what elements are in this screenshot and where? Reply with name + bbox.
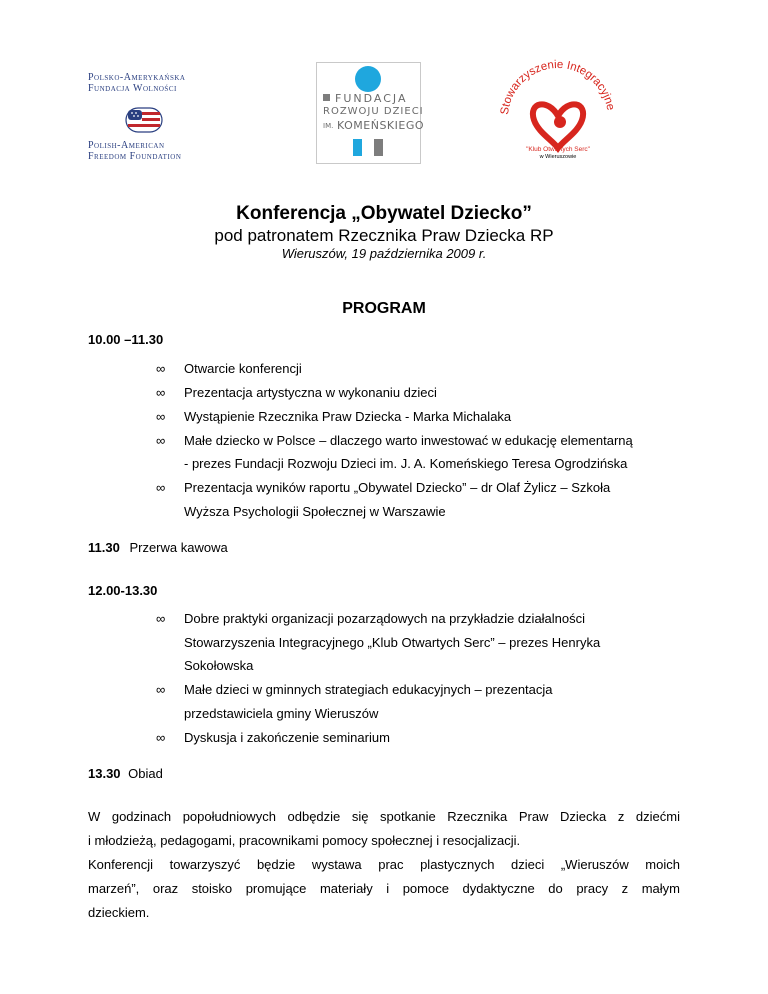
frd-bar-blue-icon: [353, 139, 362, 156]
pafw-name-pl-2: Fundacja Wolności: [88, 83, 177, 94]
closing-line-4: marzeń”, oraz stoisko promujące materiały i pomoce dydaktyczne do pracy z małym: [88, 881, 680, 896]
break-row: [88, 540, 228, 555]
frd-name-1: FUNDACJA: [335, 92, 408, 105]
block1-time: 10.00 –11.30: [88, 332, 164, 347]
frd-circle-icon: [355, 66, 381, 92]
conference-place-date: Wieruszów, 19 października 2009 r.: [281, 246, 487, 261]
pafw-name-en-1: Polish-American: [88, 140, 165, 151]
bullet-icon: ∞: [156, 409, 166, 424]
bullet-icon: ∞: [156, 385, 166, 400]
bullet-icon: ∞: [156, 682, 166, 697]
stowarzyszenie-arc-text: Stowarzyszenie Integracyjne: [499, 58, 617, 116]
stowarzyszenie-logo: [494, 58, 622, 174]
heart-icon: [533, 104, 583, 148]
list-item-continuation: Stowarzyszenia Integracyjnego „Klub Otwartych Serc” – prezes Henryka: [184, 635, 601, 650]
frd-bar-gray-icon: [374, 139, 383, 156]
list-item: Małe dzieci w gminnych strategiach edukacyjnych – prezentacja: [184, 682, 553, 697]
list-item-continuation: Wyższa Psychologii Społecznej w Warszawie: [184, 504, 446, 519]
list-item: Dyskusja i zakończenie seminarium: [184, 730, 390, 745]
conference-title: Konferencja „Obywatel Dziecko”: [236, 203, 532, 224]
flag-emblem-icon: [124, 106, 164, 134]
lunch-row: [88, 766, 163, 781]
frd-name-2: ROZWOJU DZIECI: [323, 106, 424, 117]
list-item-continuation: Sokołowska: [184, 658, 254, 673]
list-item-continuation: - prezes Fundacji Rozwoju Dzieci im. J. A. Komeńskiego Teresa Ogrodzińska: [184, 456, 628, 471]
stowarzyszenie-club-name: "Klub Otwartych Serc": [526, 146, 590, 153]
block2-time: 12.00-13.30: [88, 583, 158, 598]
bullet-icon: ∞: [156, 730, 166, 745]
closing-line-2: i młodzieżą, pedagogami, pracownikami pomocy społecznej i resocjalizacji.: [88, 833, 521, 848]
list-item: Wystąpienie Rzecznika Praw Dziecka - Marka Michalaka: [184, 409, 512, 424]
lunch-time: 13.30: [88, 766, 121, 781]
list-item: Dobre praktyki organizacji pozarządowych na przykładzie działalności: [184, 611, 586, 626]
program-heading: PROGRAM: [342, 300, 426, 317]
pafw-logo: [88, 68, 208, 168]
frd-name-prefix: IM.: [323, 122, 334, 130]
conference-subtitle: pod patronatem Rzecznika Praw Dziecka RP: [214, 226, 554, 245]
list-item: Małe dziecko w Polsce – dlaczego warto inwestować w edukację elementarną: [184, 433, 633, 448]
closing-line-3: Konferencji towarzyszyć będzie wystawa prac plastycznych dzieci „Wieruszów moich: [88, 857, 680, 872]
frd-logo: [316, 62, 425, 164]
closing-line-1: W godzinach popołudniowych odbędzie się spotkanie Rzecznika Praw Dziecka z dziećmi: [88, 809, 680, 824]
list-item: Otwarcie konferencji: [184, 361, 302, 376]
break-label: Przerwa kawowa: [129, 540, 228, 555]
pafw-name-en-2: Freedom Foundation: [88, 151, 182, 162]
list-item: Prezentacja wyników raportu „Obywatel Dziecko” – dr Olaf Żylicz – Szkoła: [184, 480, 611, 495]
frd-name-3: KOMEŃSKIEGO: [337, 119, 425, 132]
frd-square-icon: [323, 94, 330, 101]
bullet-icon: ∞: [156, 611, 166, 626]
list-item: Prezentacja artystyczna w wykonaniu dzieci: [184, 385, 437, 400]
closing-line-5: dzieckiem.: [88, 905, 150, 920]
list-item-continuation: przedstawiciela gminy Wieruszów: [184, 706, 379, 721]
break-time: 11.30: [88, 540, 120, 555]
bullet-icon: ∞: [156, 433, 166, 448]
bullet-icon: ∞: [156, 361, 166, 376]
stowarzyszenie-town: w Wieruszowie: [539, 154, 577, 160]
pafw-name-pl-1: Polsko-Amerykańska: [88, 72, 186, 83]
lunch-label: Obiad: [128, 766, 163, 781]
bullet-icon: ∞: [156, 480, 166, 495]
